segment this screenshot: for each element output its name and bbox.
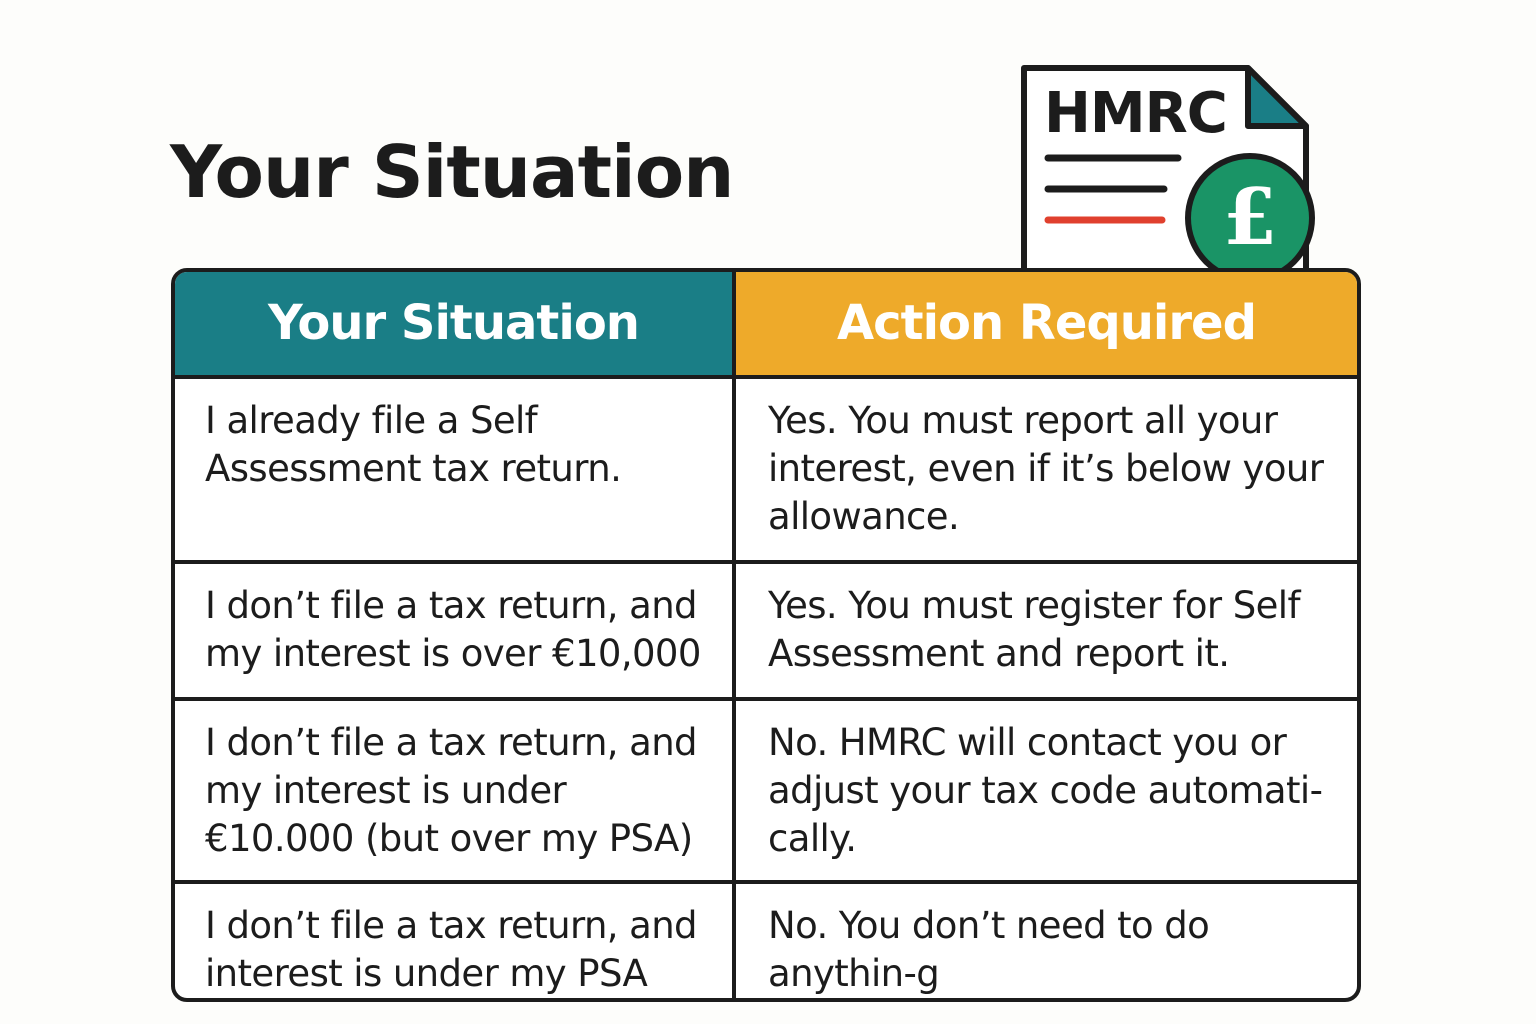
action-cell: Yes. You must report all your interest, even if it’s below your allowance.	[768, 399, 1324, 538]
table-row	[175, 701, 1357, 884]
table-row	[175, 564, 1357, 701]
pound-symbol: £	[1222, 172, 1278, 263]
table-row	[175, 379, 1357, 564]
page-title: Your Situation	[170, 130, 734, 214]
action-cell: Yes. You must register for Self Assessment and report it.	[768, 584, 1300, 675]
situation-cell: I don’t file a tax return, and interest is under my PSA	[175, 884, 736, 1002]
header-your-situation: Your Situation	[175, 272, 736, 375]
situation-cell: I don’t file a tax return, and my interest is under €10.000 (but over my PSA)	[175, 701, 736, 880]
action-cell: No. You don’t need to do anythin-g	[768, 904, 1210, 995]
situation-cell: I already file a Self Assessment tax return.	[175, 379, 736, 560]
situation-cell: I don’t file a tax return, and my interest is over €10,000	[175, 564, 736, 697]
header-action-required: Action Required	[736, 272, 1357, 375]
hmrc-label: HMRC	[1044, 81, 1227, 146]
table-row	[175, 884, 1357, 1002]
action-cell: No. HMRC will contact you or adjust your tax code automati-cally.	[768, 721, 1323, 860]
situation-table	[171, 268, 1361, 1002]
table-header-row	[175, 272, 1357, 379]
